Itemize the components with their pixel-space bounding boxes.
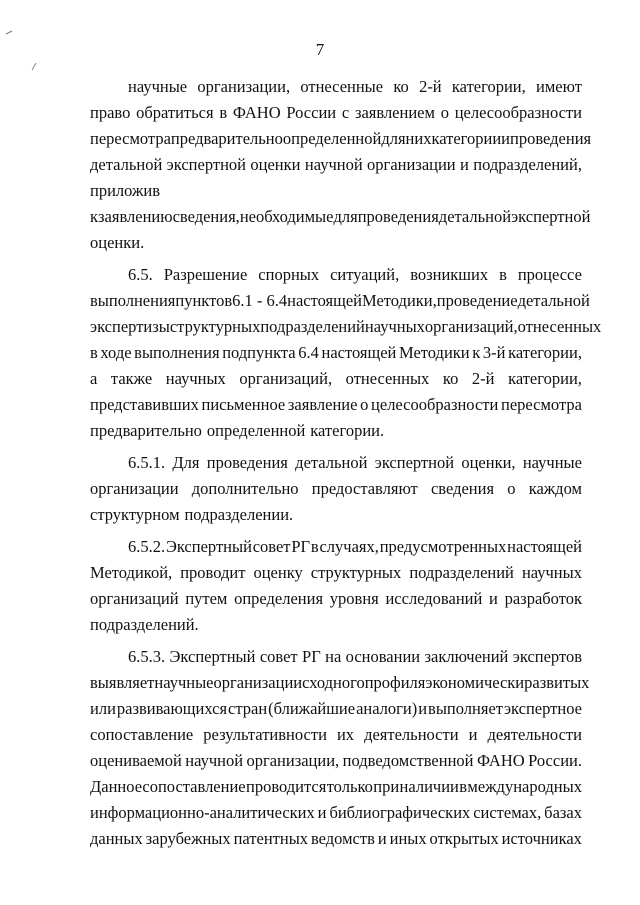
word: обратиться	[136, 103, 214, 122]
word: в	[90, 343, 98, 362]
word: ФАНО	[232, 103, 281, 122]
text-line	[90, 722, 582, 748]
word: организации,	[246, 751, 340, 770]
word: к	[472, 343, 481, 362]
word: пересмотра	[90, 129, 171, 148]
word: проведение	[436, 291, 518, 310]
word: письменное	[201, 395, 286, 414]
word: заключений	[424, 647, 509, 666]
word: подразделений	[260, 317, 365, 336]
text-line	[90, 800, 582, 826]
word: экспертов	[512, 647, 582, 666]
word: уровня	[329, 589, 379, 608]
word: организаций,	[239, 369, 333, 388]
word: сведения,	[172, 207, 240, 226]
word: структурном	[90, 505, 180, 524]
word: структурных	[310, 563, 402, 582]
word: определения	[234, 589, 324, 608]
word: основании	[345, 647, 421, 666]
word: сопоставление	[142, 777, 246, 796]
text-line	[90, 586, 582, 612]
word: сходного	[302, 673, 365, 692]
word: подразделений,	[473, 155, 582, 174]
paragraph-section-6-5-3	[90, 644, 590, 852]
word: пересмотра	[501, 395, 582, 414]
word: ведомств	[310, 829, 375, 848]
word: ходе	[100, 343, 132, 362]
word: 6.4	[298, 343, 319, 362]
text-line	[90, 152, 582, 178]
word: организаций,	[424, 317, 518, 336]
text-line	[90, 826, 582, 852]
word: заявлению	[98, 207, 173, 226]
paragraph-section-6-5-2	[90, 534, 582, 638]
word: разработок	[504, 589, 582, 608]
word: подразделений	[409, 563, 514, 582]
word: проведения	[206, 453, 288, 472]
text-line	[90, 392, 582, 418]
word: выполняет	[428, 699, 503, 718]
word: их	[336, 725, 355, 744]
word: проведения	[510, 129, 592, 148]
word: проведения	[357, 207, 439, 226]
word: заявление	[287, 395, 358, 414]
word: 2-й	[471, 369, 495, 388]
word: детальной	[90, 155, 163, 174]
word: 6.5.	[128, 265, 153, 284]
word: настоящей	[287, 291, 362, 310]
word: международных	[467, 777, 582, 796]
word: 3-й	[482, 343, 506, 362]
word: и	[501, 129, 511, 148]
word: целесообразности	[454, 103, 582, 122]
text-line	[90, 418, 582, 444]
word: и	[489, 589, 498, 608]
word: развивающихся	[116, 699, 228, 718]
word: целесообразности	[371, 395, 499, 414]
word: исследований	[385, 589, 483, 608]
word: приложив	[90, 181, 161, 200]
word: ко	[393, 77, 409, 96]
word: экспертной	[511, 207, 591, 226]
text-line	[90, 100, 582, 126]
word: ФАНО	[476, 751, 525, 770]
text-line	[90, 502, 582, 528]
word: проводится	[245, 777, 327, 796]
word: категории,	[508, 343, 582, 362]
text-line	[90, 178, 582, 204]
word: процессе	[517, 265, 582, 284]
text-line	[90, 476, 582, 502]
word: в	[310, 537, 319, 556]
word: и	[418, 699, 428, 718]
text-line	[90, 450, 582, 476]
word: них	[405, 129, 432, 148]
word: детальной	[438, 207, 512, 226]
word: с	[341, 103, 350, 122]
word: отнесенных	[345, 369, 430, 388]
word: экспертное	[503, 699, 582, 718]
text-line	[90, 670, 590, 696]
word: деятельности	[364, 725, 459, 744]
word: определенной	[282, 129, 382, 148]
word: только	[326, 777, 373, 796]
word: о	[360, 395, 369, 414]
text-line	[90, 74, 582, 100]
word: детальной	[295, 453, 368, 472]
word: Данное	[90, 777, 143, 796]
word: 2-й	[419, 77, 442, 96]
word: на	[325, 647, 342, 666]
text-line	[90, 612, 582, 638]
word: наличии	[399, 777, 459, 796]
word: экспертной	[166, 155, 246, 174]
word: каждом	[528, 479, 582, 498]
text-line	[90, 230, 582, 256]
word: или	[90, 699, 116, 718]
paragraph-section-6-5-1	[90, 450, 582, 528]
word: сопоставление	[90, 725, 194, 744]
word: 6.5.3.	[128, 647, 166, 666]
text-line	[90, 534, 582, 560]
word: организации,	[197, 77, 291, 96]
word: РГ	[302, 647, 321, 666]
word: категории,	[451, 77, 526, 96]
word: детальной	[517, 291, 590, 310]
word: ситуаций,	[330, 265, 400, 284]
word: право	[90, 103, 131, 122]
word: необходимые	[239, 207, 334, 226]
word: представивших	[90, 395, 199, 414]
word: возникших	[410, 265, 489, 284]
word: научных	[521, 563, 582, 582]
word: организации	[367, 155, 456, 174]
word: случаях,	[319, 537, 379, 556]
word: отнесенные	[300, 77, 384, 96]
word: зарубежных	[145, 829, 231, 848]
word: России.	[528, 751, 582, 770]
word: и	[468, 725, 478, 744]
word: 6.5.1.	[128, 453, 166, 472]
word: оценки	[250, 155, 301, 174]
word: а	[90, 369, 98, 388]
word: научные	[128, 77, 188, 96]
word: ко	[442, 369, 459, 388]
text-line	[90, 366, 582, 392]
word: научных	[364, 317, 425, 336]
word: подразделений.	[90, 615, 199, 634]
word: экспертизы	[90, 317, 170, 336]
word: профиля	[364, 673, 426, 692]
paragraph-section-6-5	[90, 262, 602, 444]
word: выполнения	[90, 291, 176, 310]
word: научные	[522, 453, 582, 472]
text-line	[90, 560, 582, 586]
word: деятельности	[487, 725, 582, 744]
word: предоставляют	[311, 479, 418, 498]
word: аналоги)	[356, 699, 418, 718]
text-line	[90, 262, 582, 288]
text-line	[90, 748, 582, 774]
word: предварительно	[90, 421, 202, 440]
word: подведомственной	[342, 751, 474, 770]
word: к	[90, 207, 99, 226]
word: настоящей	[507, 537, 582, 556]
word: для	[381, 129, 406, 148]
text-line	[90, 774, 582, 800]
word: при	[373, 777, 400, 796]
word: сведения	[430, 479, 495, 498]
word: Методики,	[362, 291, 437, 310]
document-body	[90, 74, 602, 852]
word: категории	[431, 129, 502, 148]
word: пунктов	[175, 291, 233, 310]
text-line	[90, 126, 592, 152]
word: о	[440, 103, 449, 122]
word: структурных	[169, 317, 261, 336]
word: оценки.	[90, 233, 145, 252]
word: Экспертный	[165, 537, 252, 556]
word: иных	[389, 829, 427, 848]
word: настоящей	[321, 343, 397, 362]
word: имеют	[536, 77, 582, 96]
word: категории.	[310, 421, 385, 440]
text-line	[90, 644, 582, 670]
word: библиографических	[329, 803, 471, 822]
word: экономически	[425, 673, 525, 692]
word: стран	[228, 699, 268, 718]
word: категории,	[508, 369, 582, 388]
page-number: 7	[315, 40, 325, 59]
text-line	[90, 204, 591, 230]
word: в	[219, 103, 228, 122]
word: научной	[304, 155, 363, 174]
word: Разрешение	[163, 265, 248, 284]
word: в	[499, 265, 507, 284]
word: базах	[544, 803, 582, 822]
text-line	[90, 314, 602, 340]
paragraph-continuation	[90, 74, 592, 256]
word: выполнения	[134, 343, 220, 362]
word: спорных	[258, 265, 320, 284]
word: патентных	[233, 829, 309, 848]
word: научные	[154, 673, 214, 692]
word: в	[459, 777, 468, 796]
word: 6.5.2.	[128, 537, 166, 556]
word: организации	[90, 479, 179, 498]
word: для	[333, 207, 358, 226]
word: системах,	[473, 803, 542, 822]
word: и	[460, 155, 469, 174]
word: подпункта	[222, 343, 296, 362]
word: подразделении.	[184, 505, 294, 524]
word: совет	[252, 537, 291, 556]
word: Методикой,	[90, 563, 173, 582]
word: организации	[213, 673, 303, 692]
text-line	[90, 340, 582, 366]
word: отнесенных	[517, 317, 602, 336]
word: и	[317, 803, 327, 822]
word: проводит	[180, 563, 246, 582]
word: Экспертный	[169, 647, 256, 666]
word: совет	[259, 647, 298, 666]
word: научных	[165, 369, 226, 388]
word: развитых	[524, 673, 590, 692]
word: заявлением	[354, 103, 435, 122]
word: экспертной	[374, 453, 455, 472]
word: 6.1 - 6.4	[232, 291, 288, 310]
word: РГ	[291, 537, 311, 556]
word: оценки,	[461, 453, 516, 472]
word: (ближайшие	[268, 699, 356, 718]
word: открытых	[429, 829, 499, 848]
word: определенной	[206, 421, 306, 440]
word: выявляет	[90, 673, 155, 692]
text-line	[90, 288, 590, 314]
word: данных	[90, 829, 143, 848]
word: о	[507, 479, 516, 498]
word: оцениваемой	[90, 751, 182, 770]
word: предварительно	[170, 129, 283, 148]
word: также	[110, 369, 153, 388]
word: организаций	[90, 589, 179, 608]
word: и	[377, 829, 387, 848]
text-line	[90, 696, 582, 722]
word: Для	[172, 453, 200, 472]
word: дополнительно	[191, 479, 299, 498]
word: научной	[185, 751, 244, 770]
word: оценку	[253, 563, 303, 582]
word: результативности	[203, 725, 327, 744]
word: путем	[185, 589, 228, 608]
word: источниках	[501, 829, 582, 848]
word: России	[286, 103, 337, 122]
word: информационно-аналитических	[90, 803, 315, 822]
word: предусмотренных	[379, 537, 507, 556]
word: Методики	[399, 343, 470, 362]
